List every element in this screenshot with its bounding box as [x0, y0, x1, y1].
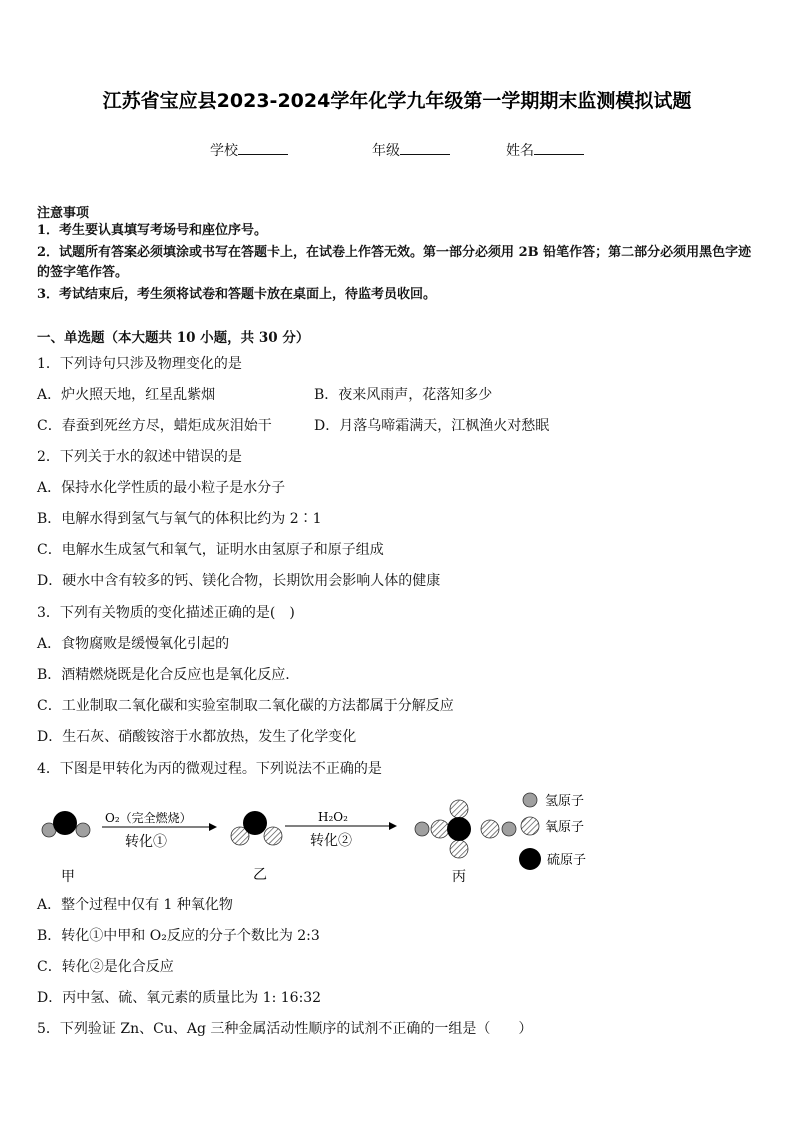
- legend-oxygen-label: 氧原子: [545, 820, 585, 835]
- legend-sulfur-icon: [519, 848, 541, 870]
- arrow2-condition: H₂O₂: [318, 810, 348, 824]
- yi-oxygen-right: [264, 827, 282, 845]
- question-2-option-b: B．电解水得到氢气与氧气的体积比约为 2∶1: [37, 511, 322, 527]
- section-heading: 一、单选题（本大题共 10 小题，共 30 分）: [37, 330, 310, 346]
- question-2-option-c: C．电解水生成氢气和氧气，证明水由氢原子和原子组成: [37, 542, 384, 558]
- jia-hydrogen-right: [76, 823, 90, 837]
- notice-item-1: 1．考生要认真填写考场号和座位序号。: [37, 223, 268, 238]
- question-1-option-c: C．春蚕到死丝方尽，蜡炬成灰泪始干: [37, 418, 272, 434]
- label-yi: 乙: [253, 867, 267, 883]
- school-blank: [238, 142, 288, 155]
- question-2-stem: 2．下列关于水的叙述中错误的是: [37, 449, 242, 465]
- question-2-option-d: D．硬水中含有较多的钙、镁化合物，长期饮用会影响人体的健康: [37, 573, 441, 589]
- page-title: 江苏省宝应县2023-2024学年化学九年级第一学期期末监测模拟试题: [102, 90, 692, 112]
- legend-sulfur-label: 硫原子: [547, 853, 587, 868]
- question-3-stem: 3．下列有关物质的变化描述正确的是( ): [37, 605, 295, 621]
- label-bing: 丙: [452, 869, 466, 885]
- legend-oxygen-icon: [521, 817, 539, 835]
- yi-sulfur: [243, 811, 267, 835]
- question-4-option-a: A．整个过程中仅有 1 种氧化物: [37, 897, 233, 913]
- molecule-yi: [231, 811, 282, 845]
- grade-field: [372, 140, 450, 160]
- diagram-legend: [519, 793, 586, 870]
- question-5-stem: 5．下列验证 Zn、Cu、Ag 三种金属活动性顺序的试剂不正确的一组是（ ）: [37, 1021, 533, 1037]
- arrow2-label: 转化②: [310, 833, 352, 849]
- bing-hydrogen-left: [415, 822, 429, 836]
- question-4-option-c: C．转化②是化合反应: [37, 959, 174, 975]
- name-field: [506, 140, 584, 160]
- label-jia: 甲: [61, 869, 75, 885]
- bing-hydrogen-right: [502, 822, 516, 836]
- legend-hydrogen-label: 氢原子: [545, 794, 585, 809]
- school-label: 学校: [210, 143, 238, 159]
- arrow1-condition: O₂（完全燃烧）: [105, 811, 192, 825]
- notice-item-3: 3．考试结束后，考生须将试卷和答题卡放在桌面上，待监考员收回。: [37, 287, 437, 302]
- question-3-option-c: C．工业制取二氧化碳和实验室制取二氧化碳的方法都属于分解反应: [37, 698, 454, 714]
- question-3-option-a: A．食物腐败是缓慢氧化引起的: [37, 636, 230, 652]
- name-label: 姓名: [506, 143, 534, 159]
- question-1-stem: 1．下列诗句只涉及物理变化的是: [37, 356, 242, 372]
- bing-oxygen-top: [450, 800, 468, 818]
- question-3-option-d: D．生石灰、硝酸铵溶于水都放热，发生了化学变化: [37, 729, 357, 745]
- question-1-option-a: A．炉火照天地，红星乱紫烟: [37, 387, 216, 403]
- jia-sulfur: [53, 811, 77, 835]
- question-3-option-b: B．酒精燃烧既是化合反应也是氧化反应.: [37, 667, 290, 683]
- diagram-svg: [30, 788, 630, 888]
- question-1-option-b: B．夜来风雨声，花落知多少: [314, 387, 493, 403]
- school-field: [210, 140, 288, 160]
- molecule-jia: [42, 811, 90, 837]
- molecule-transformation-diagram: [30, 788, 630, 888]
- legend-hydrogen-icon: [523, 793, 537, 807]
- question-4-option-d: D．丙中氢、硫、氧元素的质量比为 1: 16:32: [37, 990, 322, 1006]
- notice-item-2: 2．试题所有答案必须填涂或书写在答题卡上，在试卷上作答无效。第一部分必须用 2B 铅笔作答；第二部分必须用黑色字迹的签字笔作答。: [37, 245, 752, 280]
- arrow1-label: 转化①: [125, 834, 167, 850]
- grade-blank: [400, 142, 450, 155]
- question-2-option-a: A．保持水化学性质的最小粒子是水分子: [37, 480, 286, 496]
- question-4-stem: 4．下图是甲转化为丙的微观过程。下列说法不正确的是: [37, 761, 382, 777]
- question-4-option-b: B．转化①中甲和 O₂反应的分子个数比为 2:3: [37, 928, 320, 944]
- name-blank: [534, 142, 584, 155]
- question-1-option-d: D．月落乌啼霜满天，江枫渔火对愁眠: [314, 418, 550, 434]
- notice-heading: 注意事项: [37, 206, 90, 221]
- bing-oxygen-bottom: [450, 840, 468, 858]
- grade-label: 年级: [372, 143, 400, 159]
- molecule-bing: [415, 800, 516, 858]
- bing-oxygen-right: [481, 820, 499, 838]
- bing-sulfur: [447, 817, 471, 841]
- bing-oxygen-left: [431, 820, 449, 838]
